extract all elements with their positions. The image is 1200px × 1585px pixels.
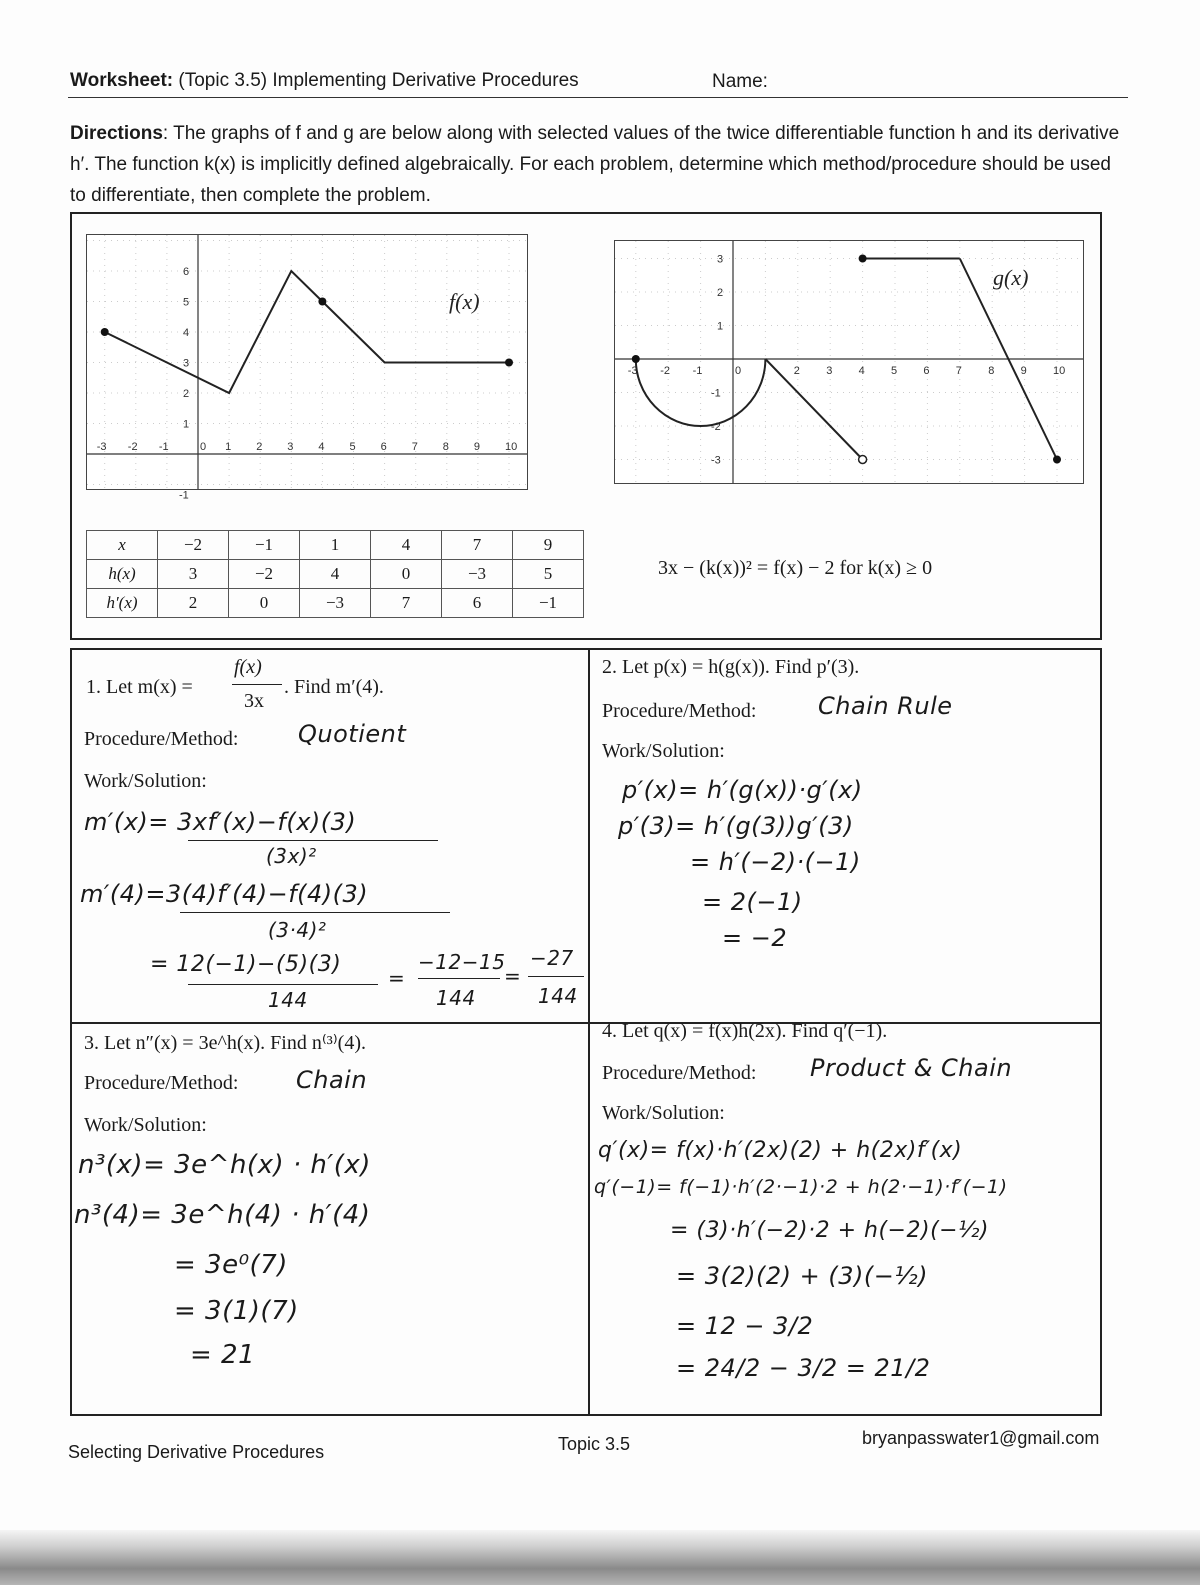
f-x-tick: 10 bbox=[505, 441, 518, 453]
grid-divider-v bbox=[588, 648, 590, 1414]
f-x-tick: 8 bbox=[442, 441, 449, 453]
p3-work-line: n³(x)= 3e^h(x) · h′(x) bbox=[78, 1150, 371, 1180]
f-y-tick: 2 bbox=[183, 388, 190, 400]
footer-left: Selecting Derivative Procedures bbox=[68, 1442, 325, 1462]
directions: Directions: The graphs of f and g are below along with selected values of the twice differentiable function h and its derivative h′. The function k(x) is implicitly defined algebraically. For each problem, determine which method/procedure should be used to differentiate, then complete the problem. bbox=[70, 123, 1120, 206]
row-label: x bbox=[87, 531, 158, 560]
p3-work-line: = 3(1)(7) bbox=[174, 1296, 299, 1326]
p4-work-line: = 24/2 − 3/2 = 21/2 bbox=[676, 1354, 931, 1382]
p3-proc-value: Chain bbox=[296, 1066, 368, 1094]
p1-work-line: −12−15 bbox=[418, 950, 506, 974]
p4-work-line: q′(−1)= f(−1)·h′(2·−1)·2 + h(2·−1)·f′(−1) bbox=[594, 1176, 1008, 1198]
g-segment bbox=[765, 359, 862, 460]
g-y-tick: -1 bbox=[711, 387, 721, 400]
p2-proc-value: Chain Rule bbox=[818, 692, 953, 720]
p1-frac-bar bbox=[232, 684, 282, 685]
g-endpoint bbox=[632, 355, 640, 363]
p3-work-label: Work/Solution: bbox=[84, 1114, 207, 1136]
p1-work-line: 144 bbox=[268, 988, 308, 1012]
p1-work-eq: = bbox=[388, 966, 406, 990]
p4-work-line: = 3(2)(2) + (3)(−½) bbox=[676, 1262, 928, 1290]
h-values-table bbox=[86, 530, 584, 618]
p4-work-line: q′(x)= f(x)·h′(2x)(2) + h(2x)f′(x) bbox=[598, 1138, 963, 1163]
p4-proc-label: Procedure/Method: bbox=[602, 1062, 757, 1084]
g-x-tick: 8 bbox=[988, 365, 995, 377]
p2-work-line: p′(3)= h′(g(3))g′(3) bbox=[618, 812, 854, 840]
f-x-tick: -3 bbox=[96, 441, 107, 453]
p1-work-bar bbox=[528, 976, 584, 977]
g-x-tick: 5 bbox=[891, 365, 898, 377]
f-x-tick: 2 bbox=[256, 441, 263, 453]
g-y-tick: 1 bbox=[717, 320, 724, 333]
p1-prompt-a: 1. Let m(x) = bbox=[86, 676, 193, 698]
f-x-tick: -2 bbox=[127, 441, 138, 453]
p4-work-line: = 12 − 3/2 bbox=[676, 1312, 814, 1340]
f-y-tick: 4 bbox=[183, 327, 190, 339]
grid-divider-h bbox=[70, 1022, 1100, 1024]
table-row: h(x) 3 −2 4 0 −3 5 bbox=[87, 560, 584, 589]
p1-work-line: 144 bbox=[436, 986, 476, 1010]
p1-work-line: m′(4)=3(4)f′(4)−f(4)(3) bbox=[80, 880, 369, 908]
p1-work-bar bbox=[180, 912, 450, 913]
footer-right: bryanpasswater1@gmail.com bbox=[862, 1428, 1100, 1448]
implicit-equation: 3x − (k(x))² = f(x) − 2 for k(x) ≥ 0 bbox=[658, 557, 933, 579]
g-endpoint bbox=[859, 255, 867, 263]
f-x-tick: 0 bbox=[200, 441, 207, 453]
p1-work-line: (3x)² bbox=[266, 844, 317, 868]
p1-work-bar bbox=[188, 840, 438, 841]
f-endpoint bbox=[318, 298, 326, 306]
f-x-tick: 4 bbox=[318, 441, 325, 453]
f-x-tick: 5 bbox=[349, 441, 356, 453]
p1-work-line: −27 bbox=[530, 946, 574, 970]
p4-work-line: = (3)·h′(−2)·2 + h(−2)(−½) bbox=[670, 1218, 989, 1243]
p2-work-label: Work/Solution: bbox=[602, 740, 725, 762]
p1-work-line: 144 bbox=[538, 984, 578, 1008]
g-endpoint bbox=[1053, 456, 1061, 464]
scan-edge bbox=[0, 1530, 1200, 1585]
row-label: h(x) bbox=[87, 560, 158, 589]
f-y-tick: 3 bbox=[183, 357, 190, 370]
header-rule bbox=[68, 97, 1128, 98]
p4-proc-value: Product & Chain bbox=[810, 1054, 1013, 1082]
f-x-tick: 3 bbox=[287, 441, 294, 453]
p1-work-label: Work/Solution: bbox=[84, 770, 207, 792]
f-x-tick: -1 bbox=[158, 441, 169, 453]
worksheet-title: Worksheet: (Topic 3.5) Implementing Derivative Procedures bbox=[70, 70, 579, 91]
g-x-tick: 0 bbox=[735, 365, 742, 377]
graph-g bbox=[614, 240, 1084, 484]
f-y-tick: 1 bbox=[183, 418, 190, 431]
f-x-tick: 6 bbox=[380, 441, 387, 453]
f-x-tick: 7 bbox=[411, 441, 418, 453]
name-label: Name: bbox=[712, 71, 768, 92]
p1-frac-num: f(x) bbox=[234, 656, 262, 678]
p1-proc-value: Quotient bbox=[298, 720, 407, 748]
table-row: x −2 −1 1 4 7 9 bbox=[87, 531, 584, 560]
g-y-tick: 2 bbox=[717, 287, 724, 299]
p2-work-line: p′(x)= h′(g(x))·g′(x) bbox=[622, 776, 863, 804]
p4-work-label: Work/Solution: bbox=[602, 1102, 725, 1124]
g-x-tick: -1 bbox=[692, 365, 703, 377]
g-x-tick: 6 bbox=[923, 365, 930, 377]
g-label: g(x) bbox=[993, 265, 1029, 290]
p2-proc-label: Procedure/Method: bbox=[602, 700, 757, 722]
f-y-tick: -1 bbox=[179, 489, 189, 502]
f-endpoint bbox=[101, 328, 109, 336]
p2-prompt: 2. Let p(x) = h(g(x)). Find p′(3). bbox=[602, 656, 860, 678]
row-label: h′(x) bbox=[87, 589, 158, 618]
g-y-tick: 3 bbox=[717, 253, 724, 266]
f-x-tick: 9 bbox=[473, 441, 481, 453]
table-row: h′(x) 2 0 −3 7 6 −1 bbox=[87, 589, 584, 618]
g-x-tick: -2 bbox=[660, 365, 670, 377]
f-y-tick: 5 bbox=[183, 296, 190, 309]
g-x-tick: 10 bbox=[1053, 365, 1066, 377]
p1-work-eq: = bbox=[504, 964, 522, 988]
p3-work-line: = 21 bbox=[190, 1340, 256, 1370]
g-x-tick: 2 bbox=[793, 365, 800, 377]
f-endpoint bbox=[505, 359, 513, 367]
f-y-tick: 6 bbox=[183, 266, 190, 278]
p1-work-bar bbox=[418, 978, 500, 979]
p1-prompt-b: . Find m′(4). bbox=[284, 676, 384, 698]
p4-prompt: 4. Let q(x) = f(x)h(2x). Find q′(−1). bbox=[602, 1020, 888, 1042]
g-y-tick: -3 bbox=[711, 454, 721, 467]
f-x-tick: 1 bbox=[225, 441, 232, 453]
p2-work-line: = 2(−1) bbox=[702, 888, 803, 916]
f-label: f(x) bbox=[449, 289, 480, 314]
p1-work-line: m′(x)= 3xf′(x)−f(x)(3) bbox=[84, 808, 357, 836]
p3-prompt: 3. Let n″(x) = 3e^h(x). Find n⁽³⁾(4). bbox=[84, 1032, 366, 1054]
g-x-tick: -3 bbox=[627, 365, 638, 377]
p3-work-line: = 3e⁰(7) bbox=[174, 1250, 288, 1280]
g-x-tick: 9 bbox=[1020, 365, 1027, 377]
p1-frac-den: 3x bbox=[244, 690, 264, 712]
graph-f bbox=[86, 234, 528, 502]
p1-proc-label: Procedure/Method: bbox=[84, 728, 239, 750]
p1-work-bar bbox=[188, 984, 378, 985]
g-x-tick: 4 bbox=[858, 365, 865, 377]
p3-proc-label: Procedure/Method: bbox=[84, 1072, 239, 1094]
p1-work-line: = 12(−1)−(5)(3) bbox=[150, 952, 342, 977]
g-open-endpoint bbox=[859, 456, 867, 464]
g-x-tick: 3 bbox=[826, 365, 833, 377]
p2-work-line: = h′(−2)·(−1) bbox=[690, 848, 861, 876]
g-x-tick: 7 bbox=[955, 365, 962, 377]
g-y-tick: -2 bbox=[711, 421, 721, 433]
p3-work-line: n³(4)= 3e^h(4) · h′(4) bbox=[74, 1200, 371, 1230]
p2-work-line: = −2 bbox=[722, 924, 788, 952]
footer-center: Topic 3.5 bbox=[558, 1434, 631, 1454]
p1-work-line: (3·4)² bbox=[268, 918, 327, 942]
